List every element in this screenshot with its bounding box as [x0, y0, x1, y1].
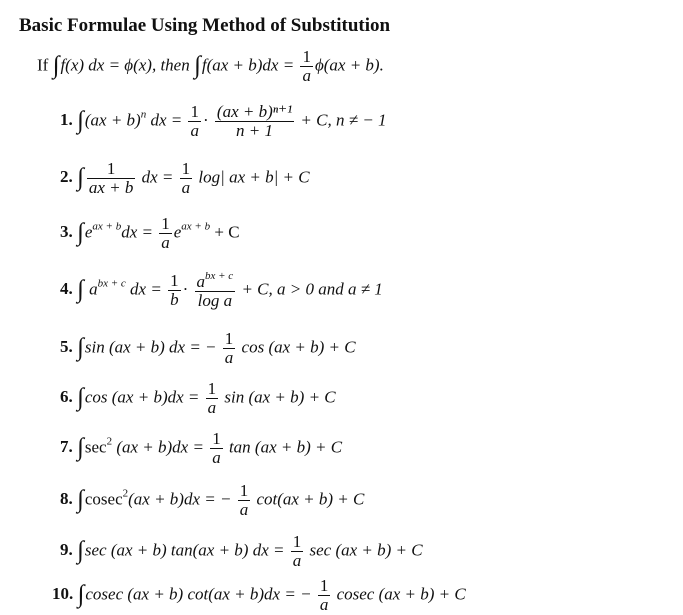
- intro-statement: [37, 48, 384, 85]
- intro-lhs1: f(x) dx = ϕ(x), then: [60, 55, 190, 75]
- formula-4: 4. ∫ $a^{bx + c}$ dx = $\frac{1}{b}$ · $\frac{a^{bx + c}}{\text{log a}}$ + C, a > 0 and a ≠ 1: [60, 270, 383, 310]
- page-title: Basic Formulae Using Method of Substitution: [19, 15, 391, 36]
- formula-10: 10. ∫cosec (ax + b) cot(ax + b)dx = − $\frac{1}{a}$ cosec (ax + b) + C: [52, 576, 466, 614]
- formula-2: 2. ∫ $\frac{1}{ax + b}$ dx = $\frac{1}{a}$ log| ax + b| + C: [60, 159, 310, 197]
- formula-9: 9. ∫sec (ax + b) tan(ax + b) dx = $\frac{1}{a}$ sec (ax + b) + C: [60, 532, 423, 570]
- formula-5: 5. ∫sin (ax + b) dx = − $\frac{1}{a}$ cos (ax + b) + C: [60, 329, 356, 367]
- intro-rhs: ϕ(ax + b).: [314, 55, 384, 75]
- integral-sign: ∫: [52, 52, 60, 80]
- formula-3: 3. $\int e^{ax + b}dx$ = $\frac{1}{a}$ $e^{ax + b} + C$: [60, 214, 240, 252]
- formula-8: 8. ∫cosec$^2$(ax + b)dx = − $\frac{1}{a}$ cot(ax + b) + C: [60, 481, 365, 519]
- formula-6: 6. ∫cos (ax + b)dx = $\frac{1}{a}$ sin (ax + b) + C: [60, 379, 336, 417]
- integral-sign: ∫: [193, 52, 201, 80]
- intro-lhs2: f(ax + b)dx =: [201, 55, 295, 75]
- intro-if: If: [37, 55, 49, 75]
- fraction: $\frac{1}{a}$: [302, 47, 311, 85]
- formula-1: 1. ∫(ax + b)$^n$ dx = $\frac{1}{a}$ · $\frac{\text{(ax + b)ⁿ⁺¹}}{n + 1}$ + C, n ≠ − 1: [60, 102, 387, 140]
- formula-7: 7. $\int\sec^2$ (ax + b)dx = $\frac{1}{a}$ tan (ax + b) + C: [60, 429, 343, 467]
